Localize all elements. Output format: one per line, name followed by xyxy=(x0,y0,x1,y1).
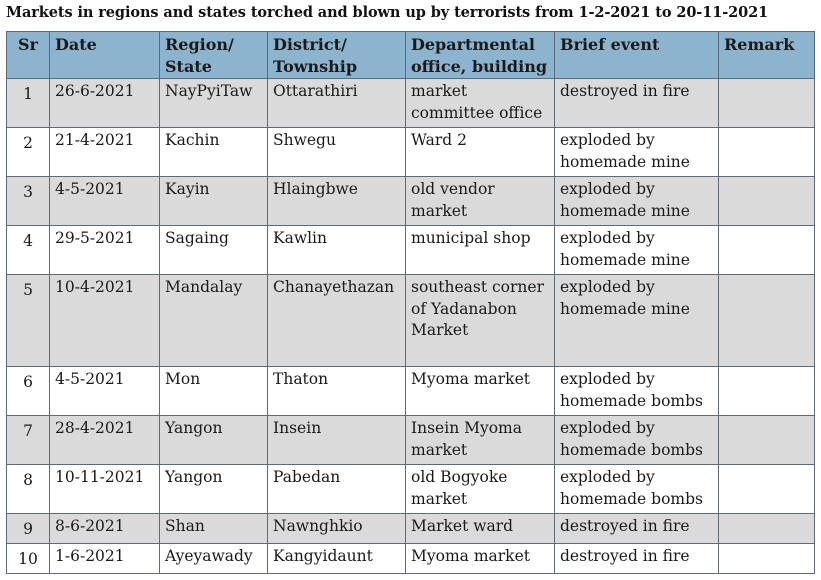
cell-remark xyxy=(719,416,815,465)
col-header-region-line2: State xyxy=(165,56,212,76)
cell-office: Myoma market xyxy=(406,367,555,416)
table-row xyxy=(7,514,815,544)
cell-office: old Bogyoke market xyxy=(406,465,555,514)
cell-district: Chanayethazan xyxy=(268,275,406,367)
col-header-office-line1: Departmental xyxy=(411,35,536,54)
cell-sr: 1 xyxy=(7,79,50,128)
col-header-office-line2: office, building xyxy=(411,56,548,76)
cell-region: Sagaing xyxy=(160,226,268,275)
cell-region: Kayin xyxy=(160,177,268,226)
table-row xyxy=(7,128,815,177)
cell-sr: 7 xyxy=(7,416,50,465)
cell-date: 21-4-2021 xyxy=(50,128,160,177)
table-row xyxy=(7,465,815,514)
cell-region: Shan xyxy=(160,514,268,544)
cell-district: Pabedan xyxy=(268,465,406,514)
cell-remark xyxy=(719,79,815,128)
cell-date: 8-6-2021 xyxy=(50,514,160,544)
cell-office: Insein Myoma market xyxy=(406,416,555,465)
col-header-district-line1: District/ xyxy=(273,35,347,54)
cell-date: 4-5-2021 xyxy=(50,367,160,416)
cell-remark xyxy=(719,544,815,574)
cell-event: destroyed in fire xyxy=(555,79,719,128)
cell-event: exploded by homemade mine xyxy=(555,226,719,275)
cell-date: 10-11-2021 xyxy=(50,465,160,514)
cell-remark xyxy=(719,465,815,514)
table-row xyxy=(7,544,815,574)
cell-office: market committee office xyxy=(406,79,555,128)
cell-event: exploded by homemade bombs xyxy=(555,465,719,514)
col-header-event: Brief event xyxy=(555,32,719,79)
cell-remark xyxy=(719,275,815,367)
table-title: Markets in regions and states torched and blown up by terrorists from 1-2-2021 to 20-11-2021 xyxy=(6,4,769,21)
cell-event: exploded by homemade mine xyxy=(555,177,719,226)
cell-date: 4-5-2021 xyxy=(50,177,160,226)
cell-date: 1-6-2021 xyxy=(50,544,160,574)
cell-district: Thaton xyxy=(268,367,406,416)
cell-office: Myoma market xyxy=(406,544,555,574)
cell-region: Yangon xyxy=(160,416,268,465)
cell-date: 29-5-2021 xyxy=(50,226,160,275)
table-row xyxy=(7,226,815,275)
cell-remark xyxy=(719,514,815,544)
cell-remark xyxy=(719,367,815,416)
cell-date: 26-6-2021 xyxy=(50,79,160,128)
cell-region: Ayeyawady xyxy=(160,544,268,574)
cell-region: NayPyiTaw xyxy=(160,79,268,128)
cell-district: Kangyidaunt xyxy=(268,544,406,574)
cell-office: old vendor market xyxy=(406,177,555,226)
cell-district: Ottarathiri xyxy=(268,79,406,128)
cell-date: 10-4-2021 xyxy=(50,275,160,367)
cell-region: Kachin xyxy=(160,128,268,177)
table-row xyxy=(7,367,815,416)
table-row xyxy=(7,177,815,226)
col-header-remark: Remark xyxy=(719,32,815,79)
cell-event: exploded by homemade bombs xyxy=(555,416,719,465)
table-row xyxy=(7,79,815,128)
col-header-date: Date xyxy=(50,32,160,79)
cell-sr: 8 xyxy=(7,465,50,514)
cell-remark xyxy=(719,177,815,226)
header-row xyxy=(7,32,815,79)
cell-remark xyxy=(719,226,815,275)
col-header-region xyxy=(160,32,268,79)
cell-office: Ward 2 xyxy=(406,128,555,177)
cell-office: Market ward xyxy=(406,514,555,544)
col-header-region-line1: Region/ xyxy=(165,35,234,54)
cell-sr: 10 xyxy=(7,544,50,574)
table-row xyxy=(7,275,815,367)
cell-event: exploded by homemade bombs xyxy=(555,367,719,416)
cell-district: Kawlin xyxy=(268,226,406,275)
cell-sr: 3 xyxy=(7,177,50,226)
cell-region: Mon xyxy=(160,367,268,416)
cell-district: Hlaingbwe xyxy=(268,177,406,226)
cell-district: Shwegu xyxy=(268,128,406,177)
cell-office: municipal shop xyxy=(406,226,555,275)
cell-office: southeast corner of Yadanabon Market xyxy=(406,275,555,367)
col-header-office xyxy=(406,32,555,79)
cell-district: Nawnghkio xyxy=(268,514,406,544)
cell-district: Insein xyxy=(268,416,406,465)
cell-event: destroyed in fire xyxy=(555,544,719,574)
cell-region: Yangon xyxy=(160,465,268,514)
cell-event: exploded by homemade mine xyxy=(555,275,719,367)
cell-region: Mandalay xyxy=(160,275,268,367)
cell-sr: 4 xyxy=(7,226,50,275)
cell-event: exploded by homemade mine xyxy=(555,128,719,177)
cell-event: destroyed in fire xyxy=(555,514,719,544)
col-header-district xyxy=(268,32,406,79)
markets-table xyxy=(6,31,815,574)
col-header-district-line2: Township xyxy=(273,56,358,76)
cell-sr: 2 xyxy=(7,128,50,177)
cell-sr: 5 xyxy=(7,275,50,367)
cell-remark xyxy=(719,128,815,177)
cell-sr: 6 xyxy=(7,367,50,416)
cell-date: 28-4-2021 xyxy=(50,416,160,465)
cell-sr: 9 xyxy=(7,514,50,544)
table-row xyxy=(7,416,815,465)
col-header-sr: Sr xyxy=(7,32,50,79)
